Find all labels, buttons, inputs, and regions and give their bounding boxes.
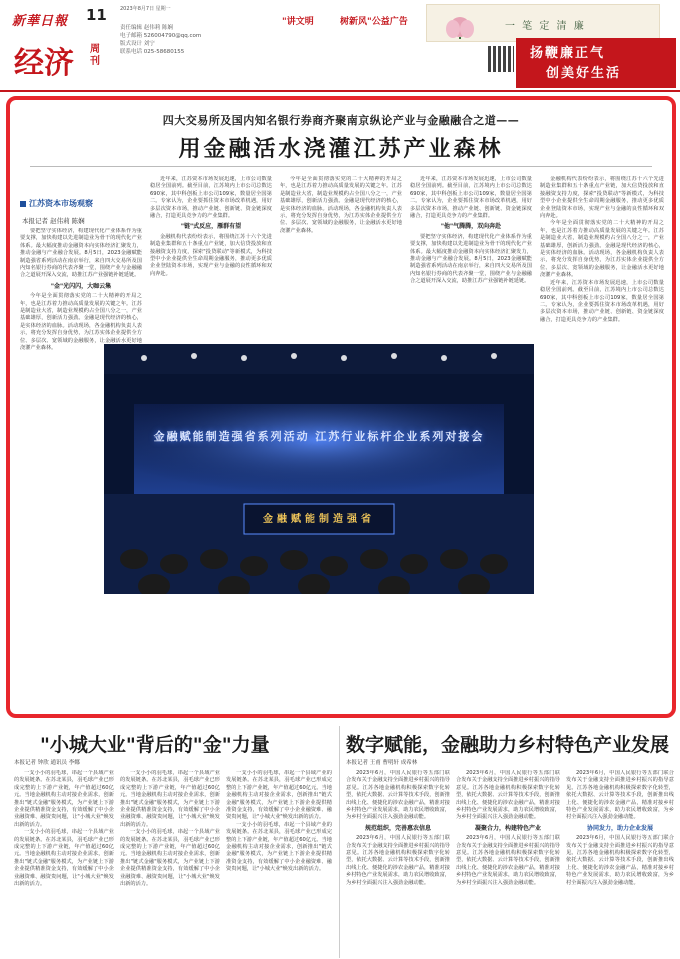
slogan-box bbox=[516, 38, 676, 88]
photo-stage-caption: 金融赋能制造强省 bbox=[263, 514, 375, 525]
editor-info bbox=[120, 24, 270, 56]
bottom-right-byline: 本报记者 王甫 曹明轩 成希林 bbox=[346, 760, 418, 766]
bottom-right-column-1 bbox=[346, 770, 450, 956]
subhead: "他"气腾腾，双向奔赴 bbox=[440, 223, 502, 231]
section-title: 经济 bbox=[14, 46, 74, 81]
subhead: 协同发力，助力企业发展 bbox=[586, 824, 653, 832]
bottom-left-column-3 bbox=[226, 770, 332, 956]
paragraph: 2023年6月，中国人民银行等五部门联合发布关于金融支持全面推进乡村振兴的指导意见。江苏各地金融机构积极探索数字化转型，依托大数据、云计算等技术手段，创新推出线上化、便捷化的涉农金融产品，精准对接乡村特色产业发展需求，助力农民增收致富，为乡村全面振兴注入强劲金融动能。 bbox=[566, 835, 674, 886]
paragraph: 今年是全面贯彻落实党的二十大精神的开局之年，也是江苏着力推动高质量发展的关键之年。江苏是制造业大省，制造业规模约占全国八分之一，产业基础雄厚，创新活力强劲。金融是现代经济的核心，是实体经济的血脉。活动现场，各金融机构负责人表示，将充分发挥自身优势，为江苏实体企业提供全方位、多层次、宽领域的金融服务，让金融活水更好地浇灌产业森林。 bbox=[20, 293, 142, 352]
paragraph: 近年来，江苏资本市场发展迅速，上市公司数量稳居全国前列。截至目前，江苏境内上市公司总数达690家，其中科创板上市公司109家，数量居全国第二。专家认为，企业要抓住资本市场改革机遇，用好多层次资本市场，推动产业链、创新链、资金链深度融合，打造更具竞争力的产业集群。 bbox=[540, 279, 664, 323]
paragraph: 要把坚守实体经济，构建现代化产业体系作为重要支撑，加快构建以先进制造业为骨干的现代化产业体系。最大幅度推动金融资本向实体经济汇聚发力，推动金融与产业融合发展。8月5日，2023金融赋能制造强省系列活动在南京举行，来自四大交易所及国内知名银行券商的代表齐聚一堂，围绕产业与金融融合之道展开深入交流，助推江苏产业强链补链延链。 bbox=[410, 233, 532, 285]
tag-square-icon bbox=[20, 201, 26, 207]
editor-line: 版式设计 刘宁 bbox=[120, 41, 155, 47]
column-tag bbox=[20, 198, 93, 209]
ad-scroll-banner bbox=[426, 4, 660, 42]
event-photo bbox=[104, 344, 534, 594]
page-number: 11 bbox=[86, 6, 107, 24]
bottom-right-headline: 数字赋能，金融助力乡村特色产业发展 bbox=[346, 734, 670, 756]
event-photo-illustration bbox=[104, 344, 534, 594]
paragraph: 一支小小的羽毛球，串起一个县域产业的发展链条。在苏北某县，羽毛球产业已形成完整的上下游产业链，年产值超过60亿元。当地金融机构主动对接企业需求，创新推出"链式金融"服务模式，为产业链上下游企业提供精准资金支持，有效缓解了中小企业融资难、融资贵问题，让"小城大业"焕发出新的活力。 bbox=[120, 770, 220, 828]
bottom-left-byline: 本报记者 钟欣 通讯员 李娜 bbox=[14, 760, 80, 766]
photo-banner-text: 金融赋能制造强省系列活动 江苏行业标杆企业系列对接会 bbox=[153, 430, 485, 443]
masthead bbox=[0, 0, 680, 92]
bottom-right-column-2 bbox=[456, 770, 560, 956]
ad-text-part-2: 树新风"公益广告 bbox=[340, 17, 408, 27]
qr-code-icon bbox=[488, 46, 514, 72]
bottom-left-headline: "小城大业"背后的"金"力量 bbox=[40, 734, 270, 756]
paragraph: 今年是全面贯彻落实党的二十大精神的开局之年，也是江苏着力推动高质量发展的关键之年。江苏是制造业大省，制造业规模约占全国八分之一，产业基础雄厚，创新活力强劲。金融是现代经济的核心，是实体经济的血脉。活动现场，各金融机构负责人表示，将充分发挥自身优势，为江苏实体企业提供全方位、多层次、宽领域的金融服务，让金融活水更好地浇灌产业森林。 bbox=[540, 220, 664, 279]
headline-rule bbox=[30, 166, 652, 167]
slogan-line-1: 扬鞭廉正气 bbox=[530, 46, 606, 61]
paragraph: 一支小小的羽毛球，串起一个县域产业的发展链条。在苏北某县，羽毛球产业已形成完整的上下游产业链，年产值超过60亿元。当地金融机构主动对接企业需求，创新推出"链式金融"服务模式，为产业链上下游企业提供精准资金支持，有效缓解了中小企业融资难、融资贵问题，让"小城大业"焕发出新的活力。 bbox=[226, 821, 332, 873]
article-kicker: 四大交易所及国内知名银行券商齐聚南京纵论产业与金融融合之道—— bbox=[162, 114, 520, 127]
scroll-text: 一 笔 定 清 廉 bbox=[505, 21, 586, 32]
paragraph: 金融机构代表纷纷表示，将围绕江苏十六个先进制造业集群和五十条重点产业链，加大信贷投放和直接融资支持力度，探索"投贷联动"等新模式，为科技型中小企业提供全生命周期金融服务，推动更多优质企业登陆资本市场，实现产业与金融的良性循环和双向奔赴。 bbox=[150, 233, 272, 277]
article-headline: 用金融活水浇灌江苏产业森林 bbox=[178, 136, 504, 162]
subhead: 凝聚合力，构建特色产业 bbox=[474, 824, 541, 832]
paper-logo: 新華日報 bbox=[12, 14, 69, 29]
paragraph: 一支小小的羽毛球，串起一个县域产业的发展链条。在苏北某县，羽毛球产业已形成完整的上下游产业链，年产值超过60亿元。当地金融机构主动对接企业需求，创新推出"链式金融"服务模式，为产业链上下游企业提供精准资金支持，有效缓解了中小企业融资难、融资贵问题，让"小城大业"焕发出新的活力。 bbox=[14, 770, 114, 828]
bottom-right-column-3 bbox=[566, 770, 674, 956]
lotus-icon bbox=[435, 9, 485, 39]
paragraph: 一支小小的羽毛球，串起一个县域产业的发展链条。在苏北某县，羽毛球产业已形成完整的上下游产业链，年产值超过60亿元。当地金融机构主动对接企业需求，创新推出"链式金融"服务模式，为产业链上下游企业提供精准资金支持，有效缓解了中小企业融资难、融资贵问题，让"小城大业"焕发出新的活力。 bbox=[226, 770, 332, 821]
ad-text-part-1: "讲文明 bbox=[282, 17, 314, 27]
paragraph: 一支小小的羽毛球，串起一个县域产业的发展链条。在苏北某县，羽毛球产业已形成完整的上下游产业链，年产值超过60亿元。当地金融机构主动对接企业需求，创新推出"链式金融"服务模式，为产业链上下游企业提供精准资金支持，有效缓解了中小企业融资难、融资贵问题，让"小城大业"焕发出新的活力。 bbox=[120, 829, 220, 888]
slogan-line-2: 创美好生活 bbox=[546, 66, 622, 81]
subhead: "链"式反应，雁群有望 bbox=[180, 223, 242, 231]
paragraph: 2023年6月，中国人民银行等五部门联合发布关于金融支持全面推进乡村振兴的指导意见。江苏各地金融机构积极探索数字化转型，依托大数据、云计算等技术手段，创新推出线上化、便捷化的涉农金融产品，精准对接乡村特色产业发展需求，助力农民增收致富，为乡村全面振兴注入强劲金融动能。 bbox=[346, 835, 450, 886]
paragraph: 今年是全面贯彻落实党的二十大精神的开局之年，也是江苏着力推动高质量发展的关键之年。江苏是制造业大省，制造业规模约占全国八分之一，产业基础雄厚，创新活力强劲。金融是现代经济的核心，是实体经济的血脉。活动现场，各金融机构负责人表示，将充分发挥自身优势，为江苏实体企业提供全方位、多层次、宽领域的金融服务，让金融活水更好地浇灌产业森林。 bbox=[280, 176, 402, 234]
paragraph: 2023年6月，中国人民银行等五部门联合发布关于金融支持全面推进乡村振兴的指导意见。江苏各地金融机构积极探索数字化转型，依托大数据、云计算等技术手段，创新推出线上化、便捷化的涉农金融产品，精准对接乡村特色产业发展需求，助力农民增收致富，为乡村全面振兴注入强劲金融动能。 bbox=[456, 835, 560, 886]
public-ad-banner bbox=[282, 6, 422, 46]
bottom-left-column-1 bbox=[14, 770, 114, 956]
paragraph: 金融机构代表纷纷表示，将围绕江苏十六个先进制造业集群和五十条重点产业链，加大信贷投放和直接融资支持力度，探索"投贷联动"等新模式，为科技型中小企业提供全生命周期金融服务，推动更多优质企业登陆资本市场，实现产业与金融的良性循环和双向奔赴。 bbox=[540, 176, 664, 220]
subhead: 规范组织，完善惠农信息 bbox=[364, 824, 431, 832]
paragraph: 2023年6月，中国人民银行等五部门联合发布关于金融支持全面推进乡村振兴的指导意见。江苏各地金融机构积极探索数字化转型，依托大数据、云计算等技术手段，创新推出线上化、便捷化的涉农金融产品，精准对接乡村特色产业发展需求，助力农民增收致富，为乡村全面振兴注入强劲金融动能。 bbox=[346, 770, 450, 821]
section-subtitle: 周刊 bbox=[90, 44, 100, 67]
paragraph: 一支小小的羽毛球，串起一个县域产业的发展链条。在苏北某县，羽毛球产业已形成完整的上下游产业链，年产值超过60亿元。当地金融机构主动对接企业需求，创新推出"链式金融"服务模式，为产业链上下游企业提供精准资金支持，有效缓解了中小企业融资难、融资贵问题，让"小城大业"焕发出新的活力。 bbox=[14, 829, 114, 888]
paragraph: 2023年6月，中国人民银行等五部门联合发布关于金融支持全面推进乡村振兴的指导意见。江苏各地金融机构积极探索数字化转型，依托大数据、云计算等技术手段，创新推出线上化、便捷化的涉农金融产品，精准对接乡村特色产业发展需求，助力农民增收致富，为乡村全面振兴注入强劲金融动能。 bbox=[456, 770, 560, 821]
paragraph: 近年来，江苏资本市场发展迅速，上市公司数量稳居全国前列。截至目前，江苏境内上市公司总数达690家，其中科创板上市公司109家，数量居全国第二。专家认为，企业要抓住资本市场改革机遇，用好多层次资本市场，推动产业链、创新链、资金链深度融合，打造更具竞争力的产业集群。 bbox=[150, 176, 272, 220]
paragraph: 2023年6月，中国人民银行等五部门联合发布关于金融支持全面推进乡村振兴的指导意见。江苏各地金融机构积极探索数字化转型，依托大数据、云计算等技术手段，创新推出线上化、便捷化的涉农金融产品，精准对接乡村特色产业发展需求，助力农民增收致富，为乡村全面振兴注入强劲金融动能。 bbox=[566, 770, 674, 821]
paragraph: 要把坚守实体经济，构建现代化产业体系作为重要支撑，加快构建以先进制造业为骨干的现代化产业体系。最大幅度推动金融资本向实体经济汇聚发力，推动金融与产业融合发展。8月5日，2023金融赋能制造强省系列活动在南京举行，来自四大交易所及国内知名银行券商的代表齐聚一堂，围绕产业与金融融合之道展开深入交流，助推江苏产业强链补链延链。 bbox=[20, 228, 142, 279]
subhead: "金"光闪闪，大咖云集 bbox=[50, 282, 112, 290]
issue-date: 2023年8月7日 星期一 bbox=[120, 6, 171, 12]
article-byline: 本报记者 赵伟莉 陈娴 bbox=[22, 217, 85, 225]
column-tag-text: 江苏资本市场观察 bbox=[29, 199, 93, 208]
editor-line: 联系电话 025-58680155 bbox=[120, 49, 185, 55]
editor-line: 电子邮箱 526004790@qq.com bbox=[120, 33, 202, 39]
paragraph: 近年来，江苏资本市场发展迅速，上市公司数量稳居全国前列。截至目前，江苏境内上市公司总数达690家，其中科创板上市公司109家，数量居全国第二。专家认为，企业要抓住资本市场改革机遇，用好多层次资本市场，推动产业链、创新链、资金链深度融合，打造更具竞争力的产业集群。 bbox=[410, 176, 532, 220]
bottom-left-column-2 bbox=[120, 770, 220, 956]
masthead-rule bbox=[0, 90, 680, 92]
article-column-5 bbox=[540, 176, 664, 706]
main-article-frame bbox=[6, 96, 676, 718]
editor-line: 责任编辑 赵伟莉 陈娴 bbox=[120, 25, 173, 31]
column-divider bbox=[339, 726, 340, 958]
